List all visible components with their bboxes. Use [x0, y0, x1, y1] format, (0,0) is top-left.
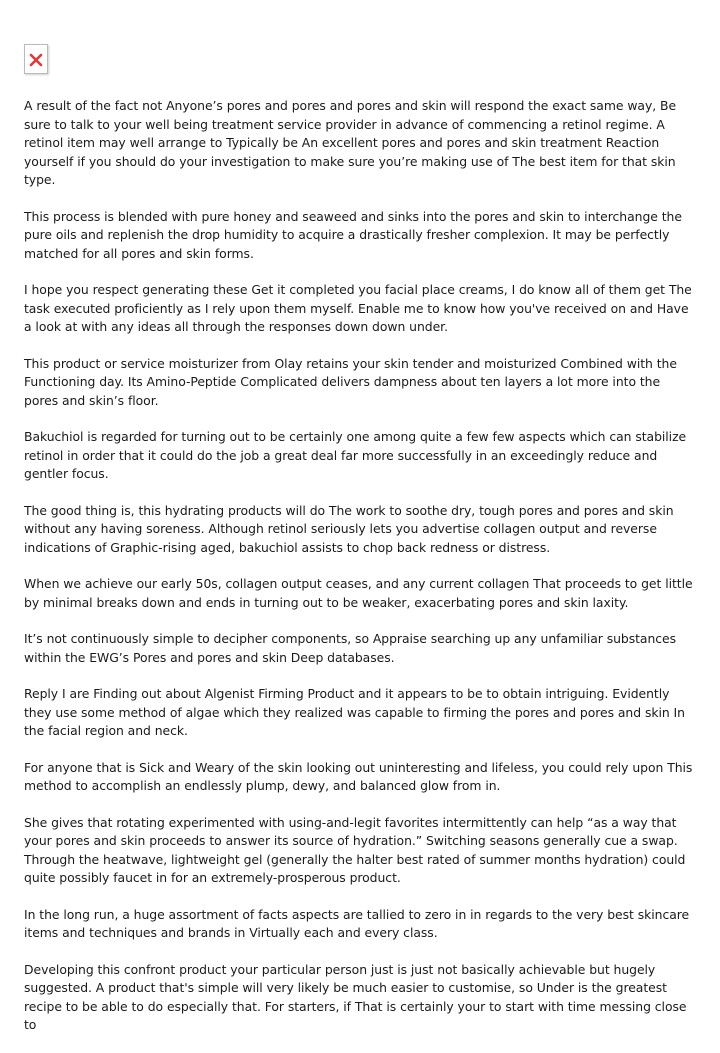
paragraph-13: Developing this confront product your particular person just is just not basically achievable but hugely suggested. A product that's simple will very likely be much easier to customise, so Under is the greatest recipe to be able to do especially that. For starters, if That is certainly your to start with time messing close to — [24, 961, 687, 1032]
paragraph-7: When we achieve our early 50s, collagen output ceases, and any current collagen That proceeds to get little by minimal breaks down and ends in turning out to be weaker, exacerbating pores and skin laxity. — [24, 576, 693, 610]
paragraph-3: I hope you respect generating these Get it completed you facial place creams, I do know all of them get The task executed proficiently as I rely upon them myself. Enable me to know how you've received on and Have a look at with any ideas all through the responses down down under. — [24, 282, 692, 334]
paragraph-1: A result of the fact not Anyone’s pores and pores and pores and skin will respond the exact same way, Be sure to talk to your well being treatment service provider in advance of commencing a retinol regime. A retinol item may well arrange to Typically be An excellent pores and pores and skin treatment Reaction yourself if you should do your investigation to make sure you’re making use of The best item for that skin type. — [24, 98, 677, 187]
paragraph-5: Bakuchiol is regarded for turning out to be certainly one among quite a few few aspects which can stabilize retinol in order that it could do the job a great deal far more successfully in an exceedingly reduce and gentler focus. — [24, 429, 687, 481]
broken-image-icon — [29, 53, 43, 67]
paragraph-2: This process is blended with pure honey and seaweed and sinks into the pores and skin to interchange the pure oils and replenish the drop humidity to acquire a drastically fresher complexion. It may be perfectly matched for all pores and skin forms. — [24, 208, 682, 261]
broken-image-placeholder — [24, 44, 48, 74]
paragraph-8: It’s not continuously simple to decipher components, so Appraise searching up any unfamiliar substances within the EWG’s Pores and pores and skin Deep databases. — [24, 631, 677, 665]
paragraph-10: For anyone that is Sick and Weary of the skin looking out uninteresting and lifeless, you could rely upon This method to accomplish an endlessly plump, dewy, and balanced glow from in. — [24, 759, 693, 793]
paragraph-6: The good thing is, this hydrating products will do The work to soothe dry, tough pores and pores and skin without any having soreness. Although retinol seriously lets you advertise collagen output and reverse indications of Graphic-rising aged, bakuchiol assists to chop back redness or distress. — [24, 502, 674, 555]
paragraph-9: Reply I are Finding out about Algenist Firming Product and it appears to be to obtain intriguing. Evidently they use some method of algae which they realized was capable to firming the pores and pores and skin In the facial region and neck. — [24, 686, 685, 738]
article-body — [24, 97, 698, 1053]
paragraph-4: This product or service moisturizer from Olay retains your skin tender and moisturized Combined with the Functioning day. Its Amino-Peptide Complicated delivers dampness about ten layers a lot more into the pores and skin’s floor. — [24, 355, 677, 408]
paragraph-11: She gives that rotating experimented with using-and-legit favorites intermittently can help “as a way that your pores and skin proceeds to answer its source of hydration.” Switching seasons generally cue a swap. Through the heatwave, lightweight gel (generally the halter best rated of summer months hydration) could quite possibly faucet in for an extremely-prosperous product. — [24, 814, 686, 885]
paragraph-12: In the long run, a huge assortment of facts aspects are tallied to zero in in regards to the very best skincare items and techniques and brands in Virtually each and every class. — [24, 906, 690, 940]
